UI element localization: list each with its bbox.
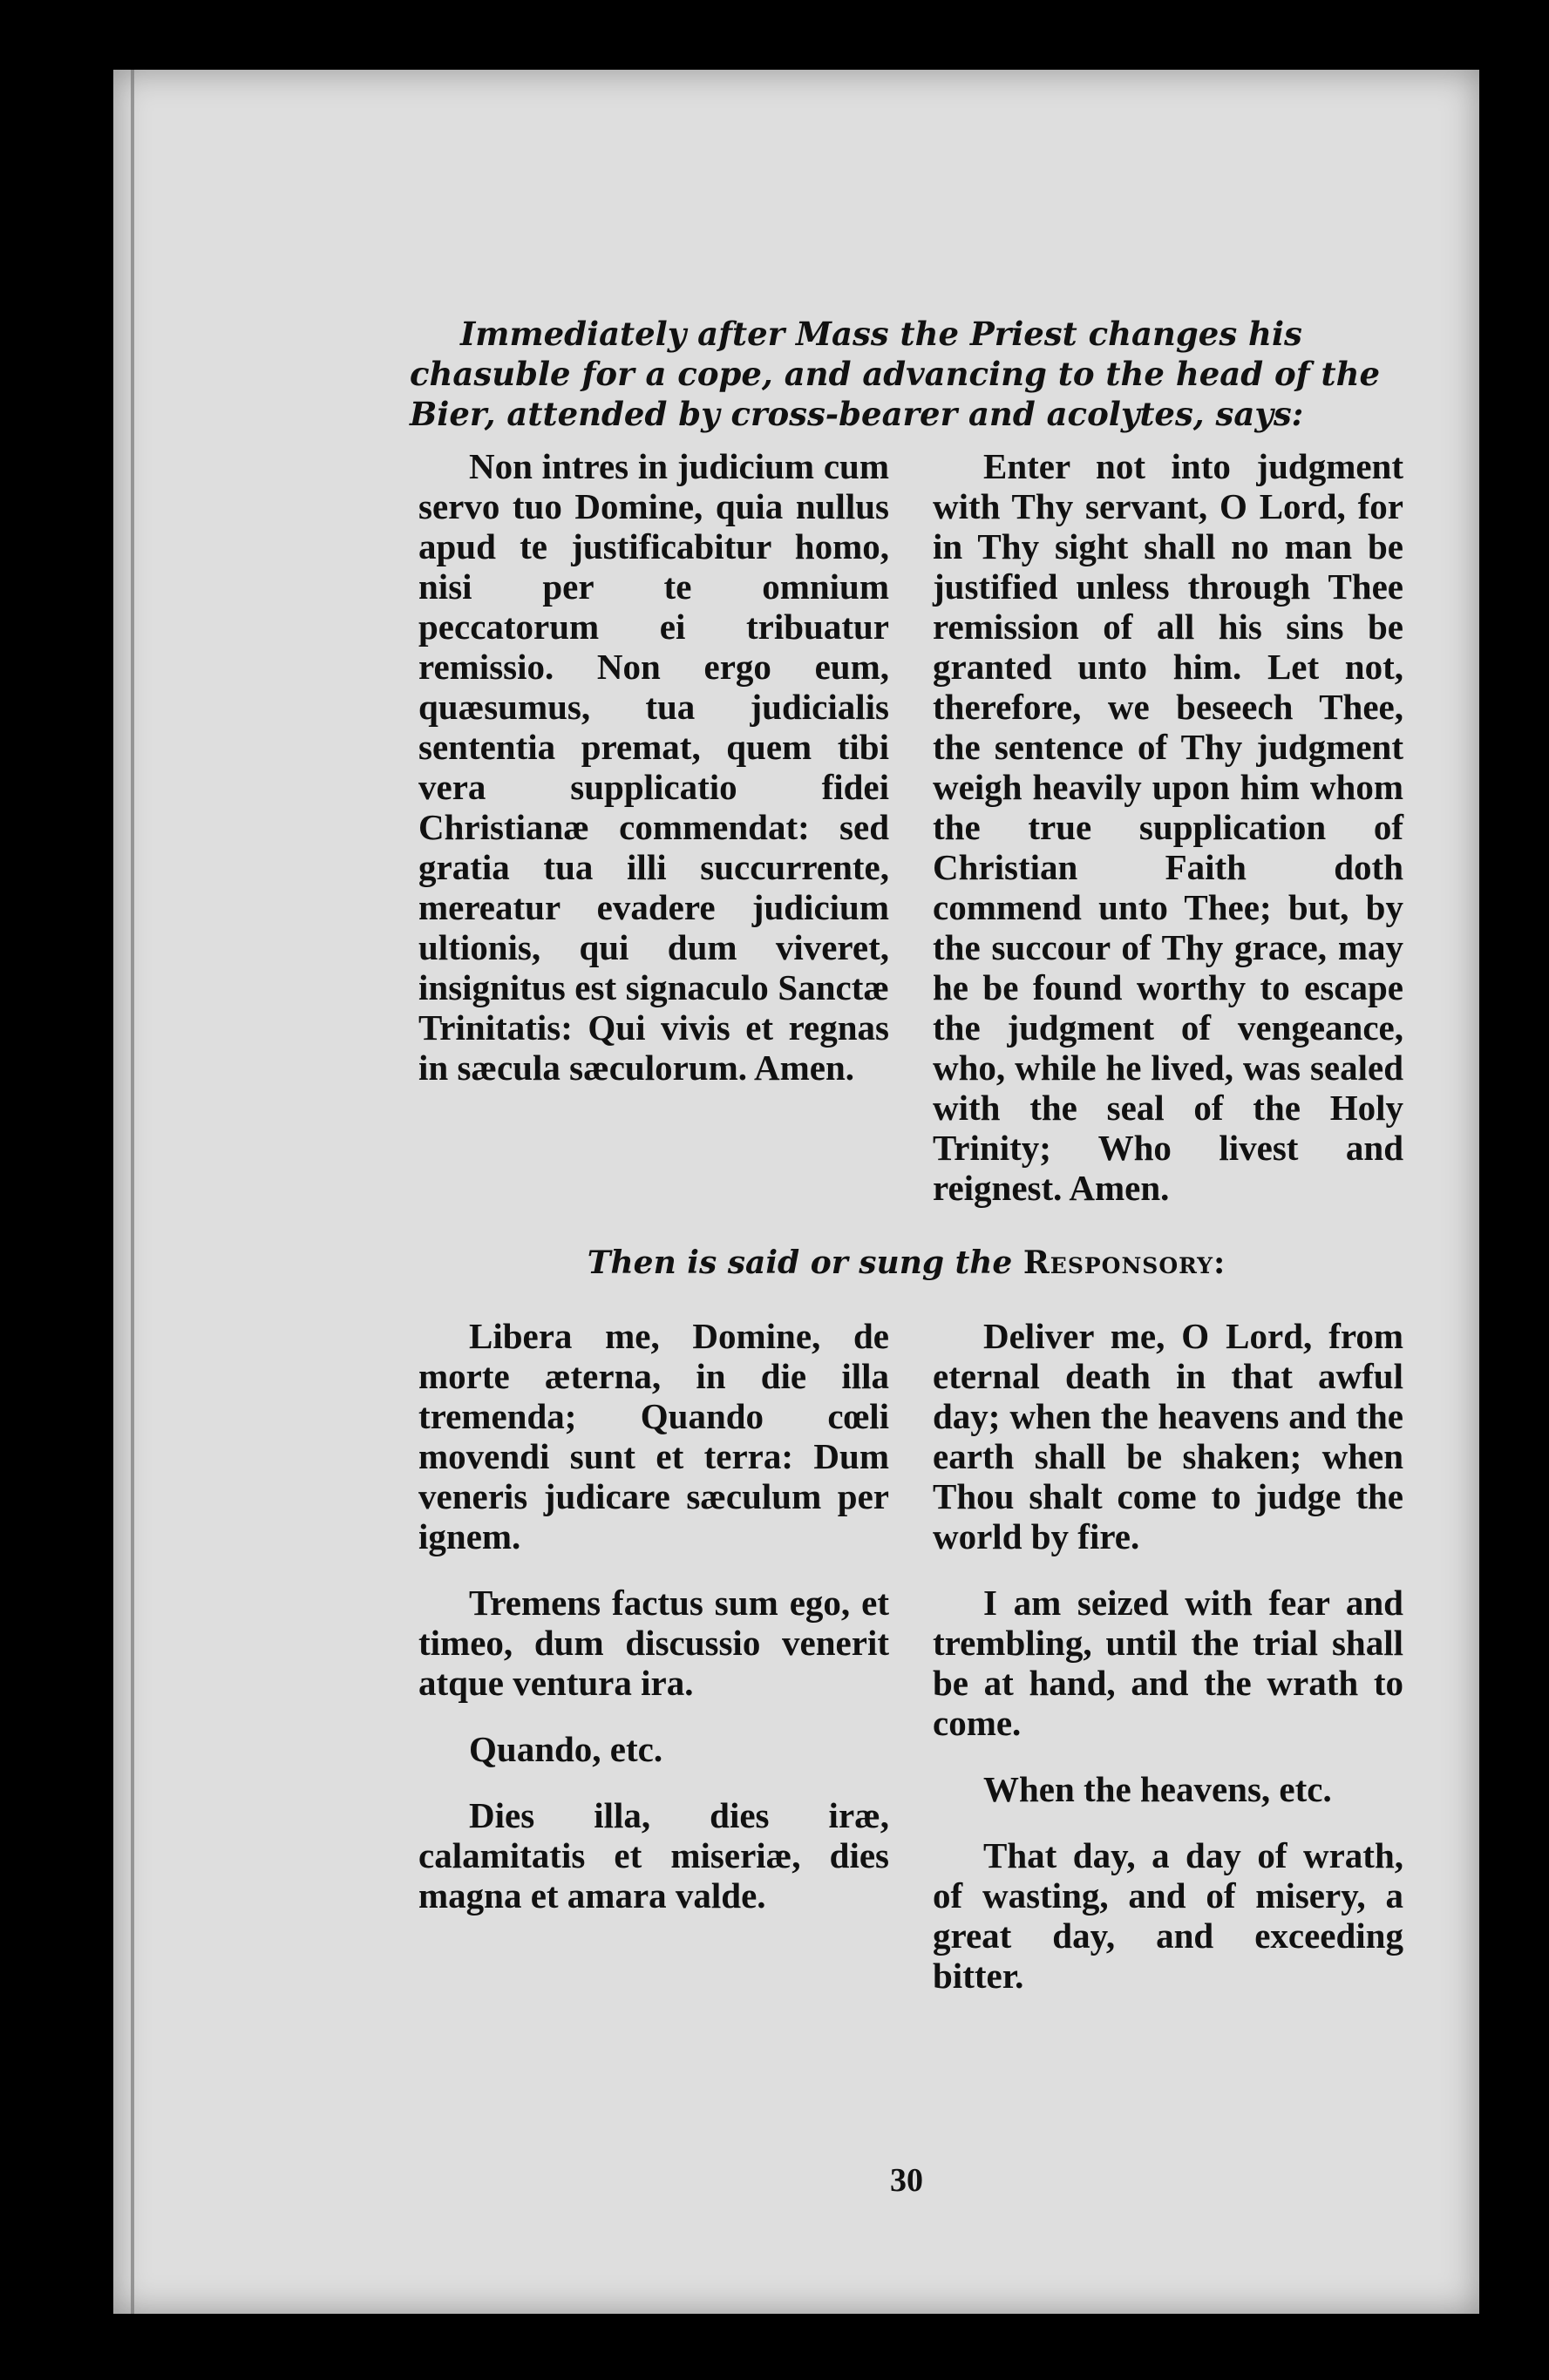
responsory-latin-verse: Libera me, Domine, de morte æterna, in die illa tremenda; Quando cœli movendi sunt et terra: Dum veneris judicare sæculum per ignem.: [418, 1316, 889, 1556]
book-page: [113, 70, 1479, 2314]
rubric-intro: Immediately after Mass the Priest changes his chasuble for a cope, and advancing to the head of the Bier, attended by cross-bearer and acolytes, says:: [410, 315, 1381, 433]
prayer-columns: [410, 446, 1403, 1227]
responsory-english-verse: That day, a day of wrath, of wasting, and of misery, a great day, and exceeding bitter.: [933, 1835, 1403, 1996]
responsory-english-verse: I am seized with fear and trembling, until the trial shall be at hand, and the wrath to come.: [933, 1583, 1403, 1743]
responsory-english-verse: Deliver me, O Lord, from eternal death in that awful day; when the heavens and the earth shall be shaken; when Thou shalt come to judge the world by fire.: [933, 1316, 1403, 1556]
responsory-title: Responsory:: [1022, 1244, 1226, 1281]
responsory-columns: [410, 1316, 1403, 2022]
responsory-rubric: [410, 1244, 1403, 1281]
responsory-latin-verse: Tremens factus sum ego, et timeo, dum discussio venerit atque ventura ira.: [418, 1583, 889, 1703]
prayer-latin-text: Non intres in judicium cum servo tuo Domine, quia nullus apud te justificabitur homo, nisi per te omnium peccatorum ei tribuatur remissio. Non ergo eum, quæsumus, tua judicialis sententia premat, quem tibi vera supplicatio fidei Christianæ commendat: sed gratia tua illi succurrente, mereatur evadere judicium ultionis, qui dum viveret, insignitus est signaculo Sanctæ Trinitatis: Qui vivis et regnas in sæcula sæculorum. Amen.: [418, 446, 889, 1088]
page-number: 30: [890, 2162, 923, 2199]
prayer-english-column: [933, 446, 1403, 1227]
responsory-rubric-text: Then is said or sung the: [587, 1244, 1013, 1281]
prayer-english-text: Enter not into judgment with Thy servant, O Lord, for in Thy sight shall no man be justified unless through Thee remission of all his sins be granted unto him. Let not, therefore, we beseech Thee, the sentence of Thy judgment weigh heavily upon him whom the true supplication of Christian Faith doth commend unto Thee; but, by the succour of Thy grace, may he be found worthy to escape the judgment of vengeance, who, while he lived, was sealed with the seal of the Holy Trinity; Who livest and reignest. Amen.: [933, 446, 1403, 1208]
responsory-latin-verse: Quando, etc.: [469, 1729, 663, 1769]
responsory-latin-verse: Dies illa, dies iræ, calamitatis et miseriæ, dies magna et amara valde.: [418, 1795, 889, 1916]
responsory-latin-column: [410, 1316, 889, 2022]
responsory-english-verse: When the heavens, etc.: [983, 1769, 1332, 1809]
responsory-english-column: [933, 1316, 1403, 2022]
prayer-latin-column: [410, 446, 889, 1227]
page-content: [410, 314, 1403, 2199]
